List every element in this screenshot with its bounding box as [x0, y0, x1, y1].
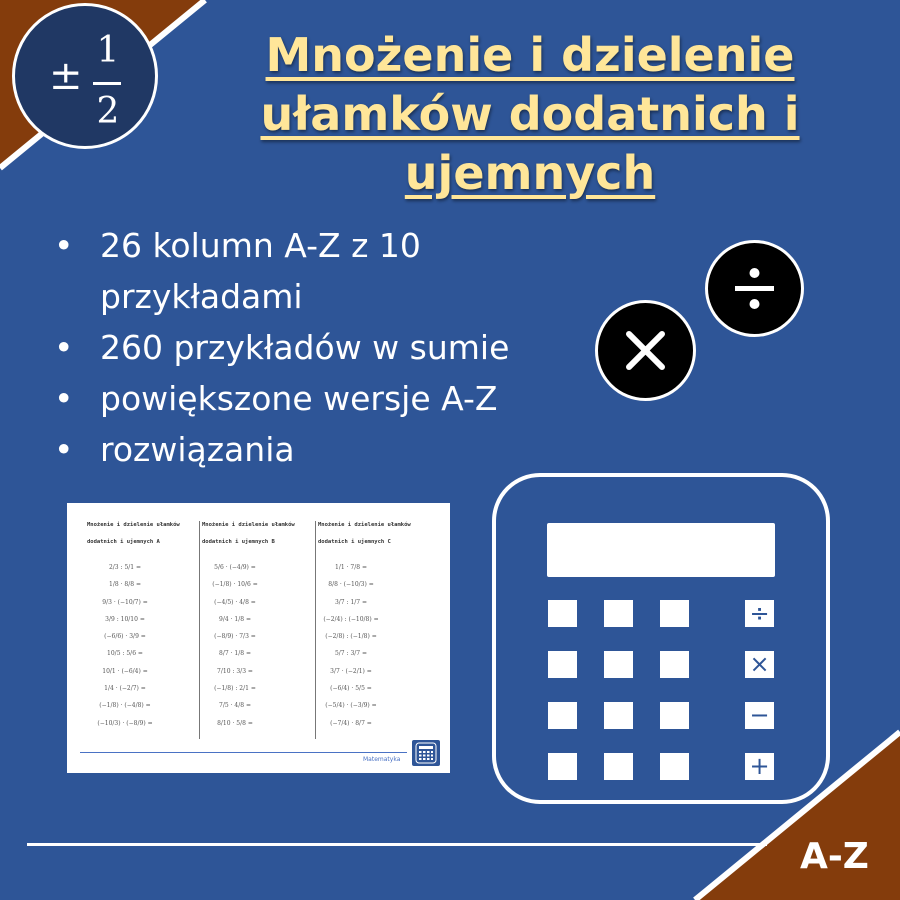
worksheet-column-c-heading: Mnożenie i dzielenie ułamków dodatnich i ujemnych C	[318, 522, 411, 545]
calculator-key	[604, 702, 633, 729]
calculator-key	[660, 600, 689, 627]
divide-icon	[705, 240, 804, 337]
calculator-icon	[412, 740, 440, 766]
worksheet-column-b-heading: Mnożenie i dzielenie ułamków dodatnich i ujemnych B	[202, 522, 295, 545]
divide-key-icon: ÷	[745, 600, 774, 627]
badge-denominator: 2	[96, 91, 120, 132]
title-line-1: Mnożenie i dzielenie	[265, 28, 795, 82]
worksheet-column-a-heading: Mnożenie i dzielenie ułamków dodatnich i ujemnych A	[87, 522, 180, 545]
fraction-bar	[93, 82, 121, 85]
feature-item: • 260 przykładów w sumie	[52, 322, 572, 373]
calculator-key	[660, 702, 689, 729]
title-line-2: ułamków dodatnich i	[260, 87, 800, 141]
multiply-icon	[595, 300, 696, 401]
worksheet-preview	[67, 503, 450, 773]
corner-label: A-Z	[800, 836, 869, 877]
page-title	[250, 26, 810, 203]
plus-minus-icon: ±	[49, 53, 83, 99]
calculator-screen	[547, 523, 775, 577]
fraction-badge	[12, 3, 158, 149]
worksheet-footer: Matematyka	[363, 756, 401, 763]
calculator-key	[604, 651, 633, 678]
calculator-key	[660, 651, 689, 678]
divider-line	[27, 843, 767, 846]
title-line-3: ujemnych	[404, 146, 656, 200]
feature-item: • 26 kolumn A-Z z 10 przykładami	[52, 220, 572, 322]
worksheet-column-a-equations: 2/3 : 5/1 = 1/8 · 8/8 = 9/3 · (−10/7) = 3/9 : 10/10 = (−6/6) · 3/9 = 10/5 : 5/6 = 10/1 · (−6/4) = 1/4 · (−2/7) = (−1/8) · (−4/8) = (−10/3) · (−8/9) =	[97, 564, 153, 727]
feature-item: • rozwiązania	[52, 424, 572, 475]
calculator-key	[548, 702, 577, 729]
calculator-key	[548, 753, 577, 780]
feature-item: • powiększone wersje A-Z	[52, 373, 572, 424]
calculator-key	[660, 753, 689, 780]
multiply-key-icon: ×	[745, 651, 774, 678]
feature-list	[52, 220, 572, 475]
badge-numerator: 1	[96, 30, 120, 71]
worksheet-column-b-equations: 5/6 · (−4/9) = (−1/8) · 10/6 = (−4/5) · 4/8 = 9/4 · 1/8 = (−8/9) · 7/3 = 8/7 · 1/8 = 7/10 : 3/3 = (−1/8) : 2/1 = 7/5 · 4/8 = 8/10 · 5/8 =	[212, 564, 258, 727]
minus-key-icon: −	[745, 702, 774, 729]
footer-rule	[80, 752, 407, 753]
calculator-key	[548, 651, 577, 678]
calculator-key	[604, 753, 633, 780]
worksheet-column-c-equations: 1/1 · 7/8 = 8/8 · (−10/3) = 3/7 : 1/7 = (−2/4) : (−10/8) = (−2/8) : (−1/8) = 5/7 : 3/7 = 3/7 · (−2/1) = (−6/4) · 5/5 = (−5/4) · (−3/9) = (−7/4) · 8/7 =	[323, 564, 379, 727]
calculator-key	[548, 600, 577, 627]
plus-key-icon: +	[745, 753, 774, 780]
calculator-key	[604, 600, 633, 627]
